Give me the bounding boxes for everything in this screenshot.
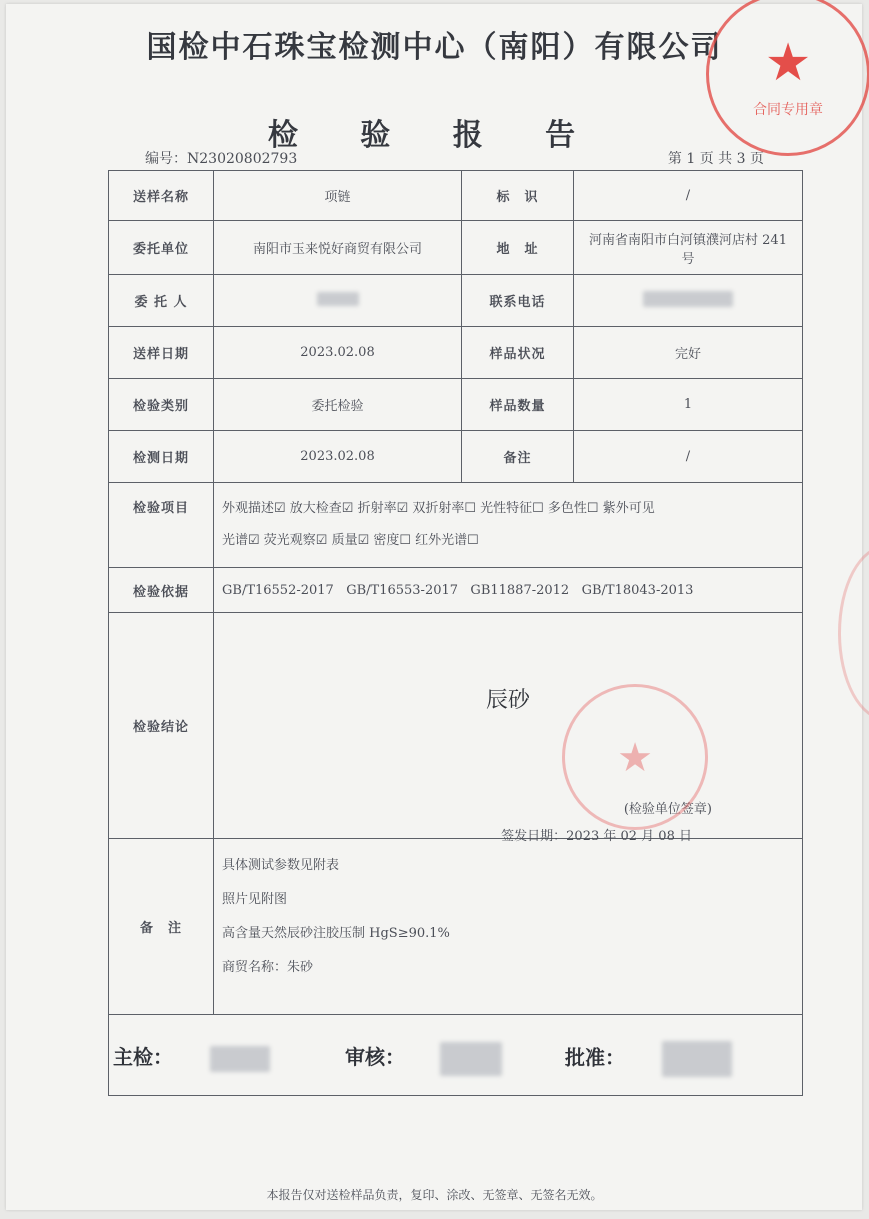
approver-label: 批准： bbox=[565, 1045, 625, 1070]
inspector-signature bbox=[113, 1041, 270, 1072]
contract-seal-stamp bbox=[706, 0, 869, 156]
client-value: 南阳市玉来悦好商贸有限公司 bbox=[214, 221, 462, 275]
report-number: 编号：N23020802793 bbox=[145, 151, 298, 167]
approver-signature bbox=[565, 1041, 732, 1077]
phone-label: 联系电话 bbox=[462, 275, 574, 327]
seal-note: (检验单位签章) bbox=[623, 802, 712, 817]
sample-state-value: 完好 bbox=[574, 327, 803, 379]
remark-line-2: 照片见附图 bbox=[222, 892, 288, 907]
remarks-label: 备 注 bbox=[109, 839, 214, 1015]
signature-row bbox=[109, 1015, 803, 1096]
remark-line-4: 商贸名称：朱砂 bbox=[222, 960, 314, 975]
report-title: 检 验 报 告 bbox=[267, 118, 602, 153]
remark-line-1: 具体测试参数见附表 bbox=[222, 858, 340, 873]
conclusion-label: 检验结论 bbox=[109, 613, 214, 839]
phone-value-redacted bbox=[574, 275, 803, 327]
test-type-label: 检验类别 bbox=[109, 379, 214, 431]
items-label: 检验项目 bbox=[109, 483, 214, 568]
sample-state-label: 样品状况 bbox=[462, 327, 574, 379]
report-table bbox=[108, 170, 803, 1096]
entrustee-label: 委 托 人 bbox=[109, 275, 214, 327]
disclaimer-footer: 本报告仅对送检样品负责，复印、涂改、无签章、无签名无效。 bbox=[266, 1188, 603, 1202]
reviewer-signature bbox=[345, 1041, 502, 1076]
test-date-label: 检测日期 bbox=[109, 431, 214, 483]
inspector-label: 主检： bbox=[113, 1045, 173, 1069]
address-value: 河南省南阳市白河镇濮河店村 241 号 bbox=[574, 221, 803, 275]
note-label: 备注 bbox=[462, 431, 574, 483]
basis-value: GB/T16552-2017 GB/T16553-2017 GB11887-2012 GB/T18043-2013 bbox=[214, 568, 803, 613]
sample-qty-label: 样品数量 bbox=[462, 379, 574, 431]
client-label: 委托单位 bbox=[109, 221, 214, 275]
seal-label: 合同专用章 bbox=[753, 102, 823, 118]
conclusion-cell bbox=[214, 613, 803, 844]
inspection-seal-stamp bbox=[562, 684, 708, 830]
items-line-2: 光谱☑ 荧光观察☑ 质量☑ 密度☐ 红外光谱☐ bbox=[222, 533, 479, 548]
items-value bbox=[214, 483, 803, 568]
basis-label: 检验依据 bbox=[109, 568, 214, 613]
entrustee-value-redacted bbox=[214, 275, 462, 327]
issue-date: 签发日期：2023 年 02 月 08 日 bbox=[501, 829, 692, 844]
reviewer-label: 审核： bbox=[345, 1045, 405, 1069]
send-date-label: 送样日期 bbox=[109, 327, 214, 379]
seal-star-icon: ★ bbox=[617, 735, 653, 781]
test-type-value: 委托检验 bbox=[214, 379, 462, 431]
note-value: / bbox=[574, 431, 803, 483]
remarks-cell bbox=[214, 839, 803, 1015]
conclusion-value: 辰砂 bbox=[485, 688, 530, 713]
address-label: 地 址 bbox=[462, 221, 574, 275]
seal-star-icon: ★ bbox=[764, 33, 812, 93]
test-date-value: 2023.02.08 bbox=[214, 431, 462, 483]
send-date-value: 2023.02.08 bbox=[214, 327, 462, 379]
sample-name-label: 送样名称 bbox=[109, 171, 214, 221]
mark-label: 标 识 bbox=[462, 171, 574, 221]
sample-name-value: 项链 bbox=[214, 171, 462, 221]
page-indicator: 第 1 页 共 3 页 bbox=[667, 151, 764, 167]
items-line-1: 外观描述☑ 放大检查☑ 折射率☑ 双折射率☐ 光性特征☐ 多色性☐ 紫外可见 bbox=[222, 501, 655, 516]
mark-value: / bbox=[574, 171, 803, 221]
company-title: 国检中石珠宝检测中心（南阳）有限公司 bbox=[146, 30, 723, 65]
sample-qty-value: 1 bbox=[574, 379, 803, 431]
remark-line-3: 高含量天然辰砂注胶压制 HgS≥90.1% bbox=[222, 926, 450, 941]
